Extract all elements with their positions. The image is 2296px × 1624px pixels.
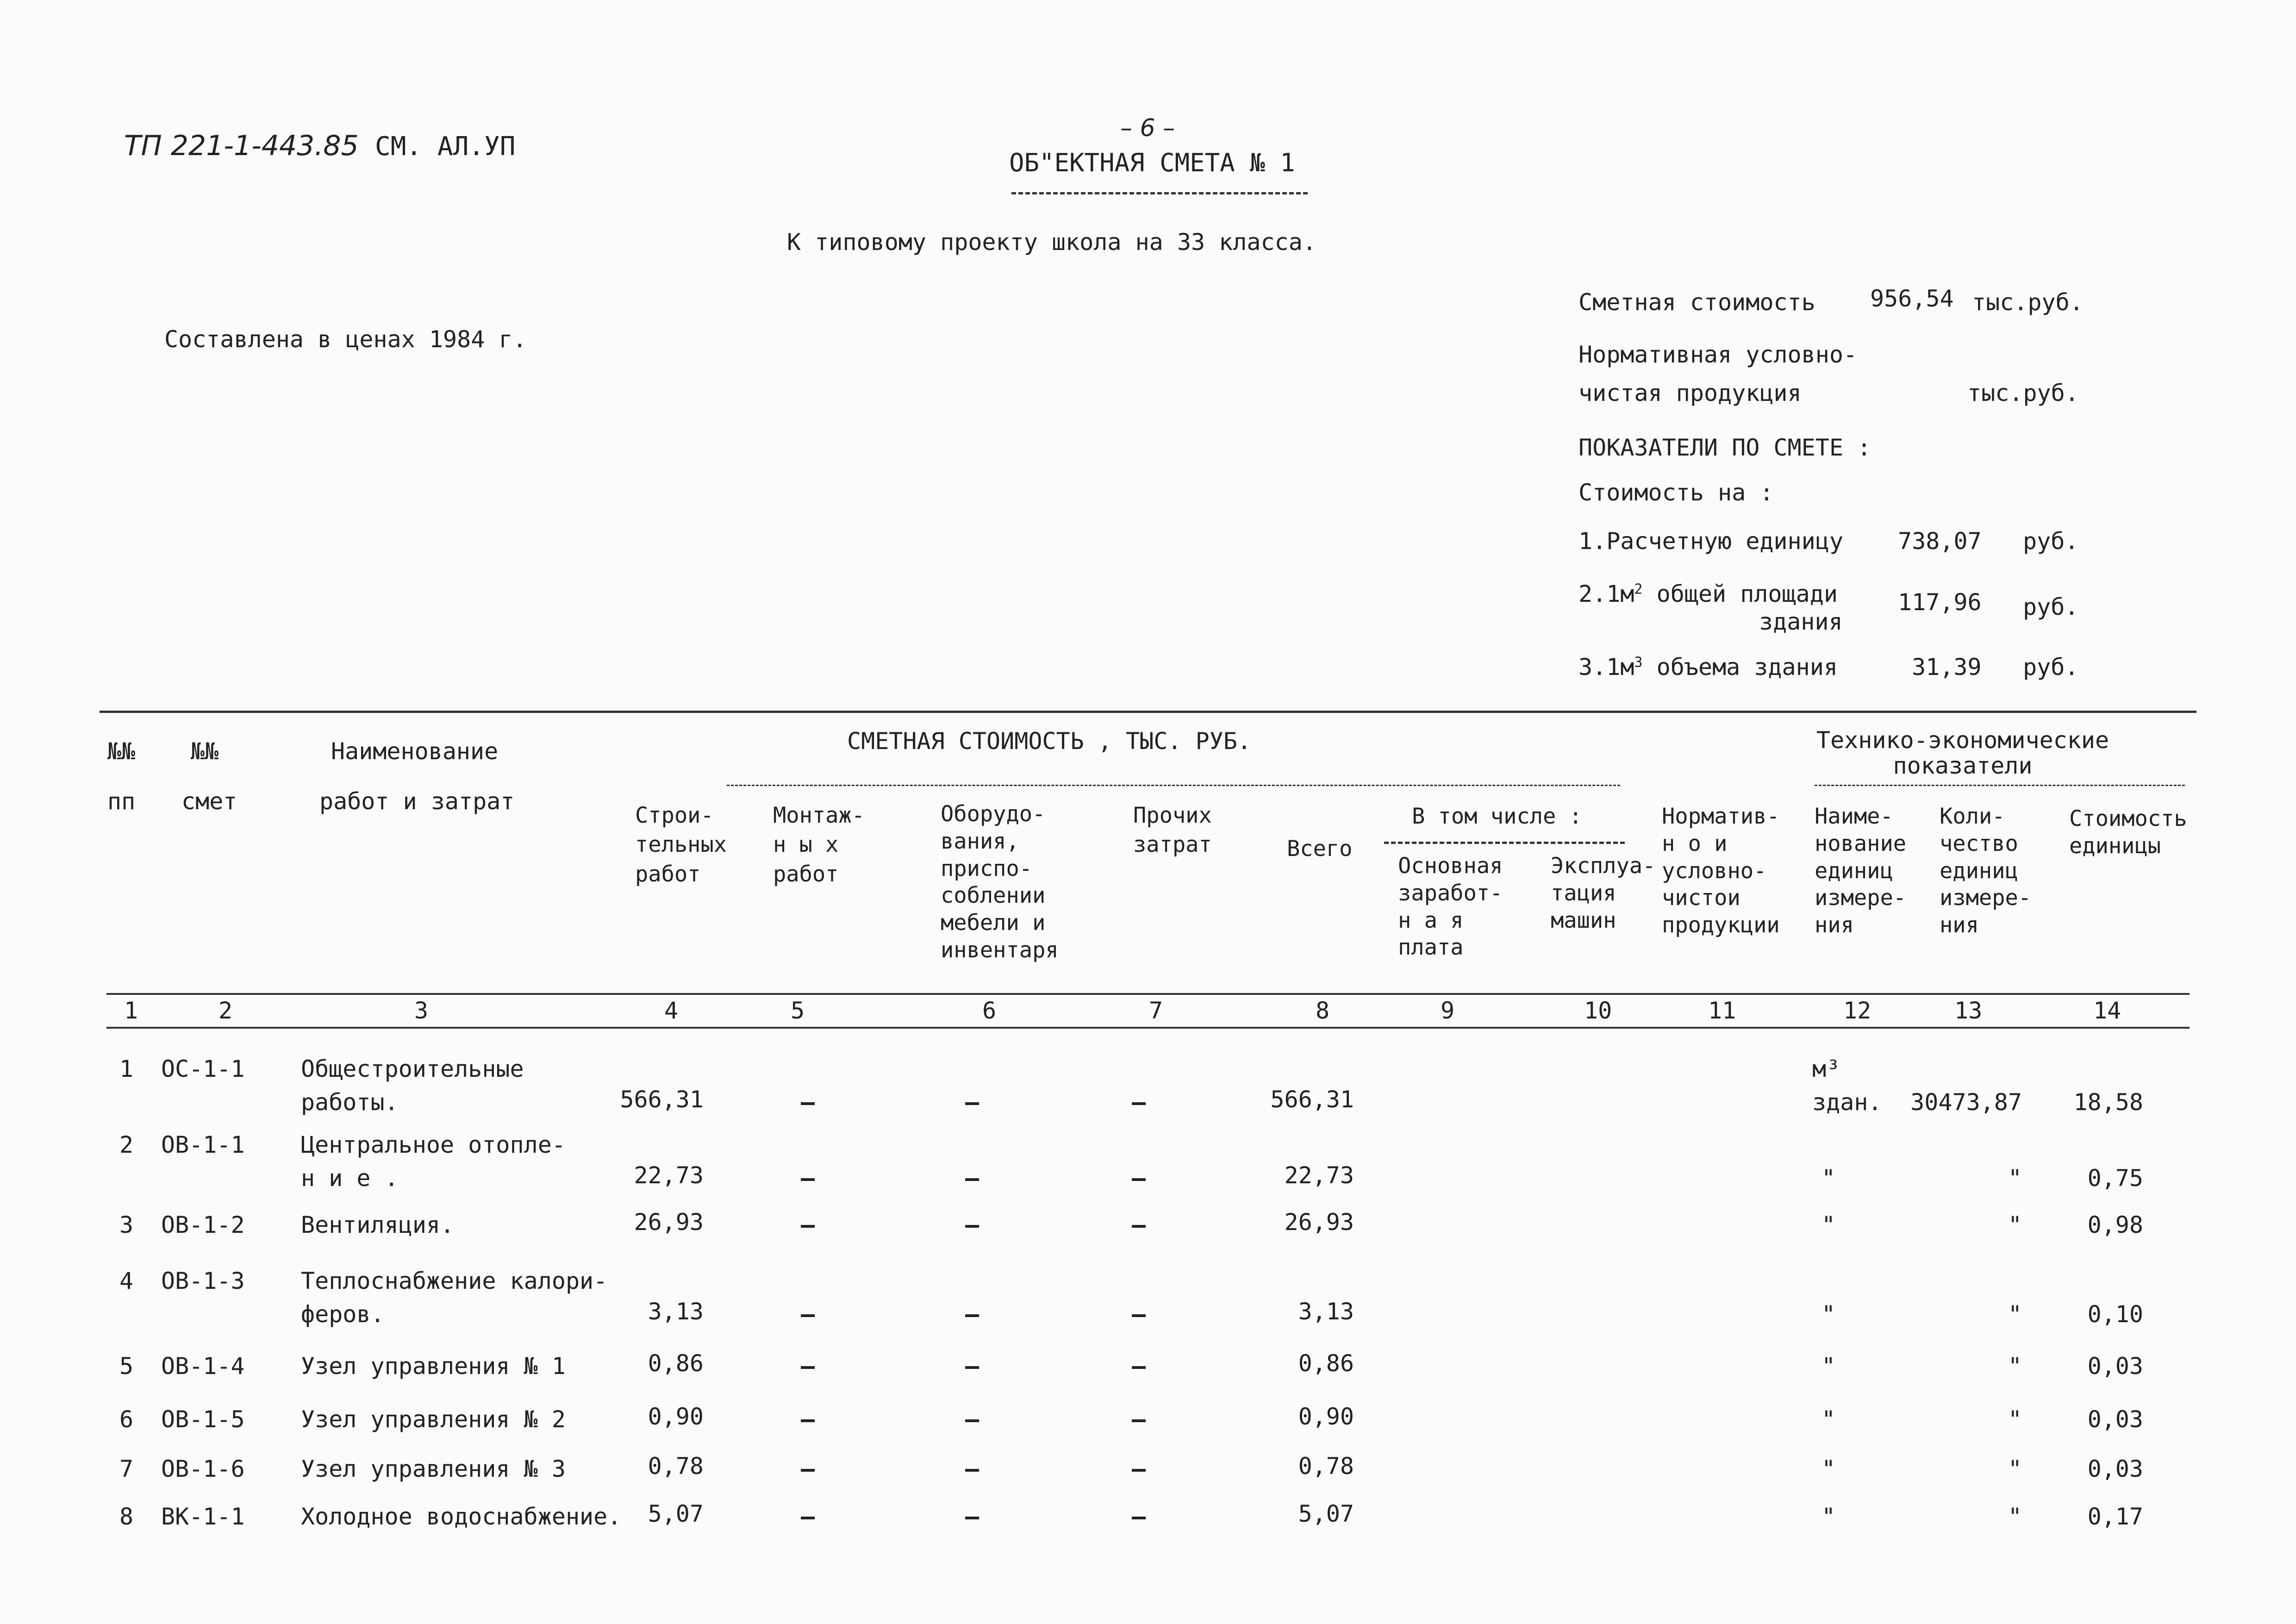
header-unit-name: Наиме- нование единиц измере- ния bbox=[1815, 804, 1907, 938]
unit-name: здан. bbox=[1812, 1089, 1882, 1116]
column-number: 10 bbox=[1584, 997, 1612, 1024]
installation-cost: – bbox=[800, 1212, 815, 1238]
estimated-cost-label: Сметная стоимость bbox=[1578, 289, 1816, 316]
work-name-line2: н и е . bbox=[301, 1165, 399, 1192]
work-name-line1: Холодное водоснабжение. bbox=[301, 1503, 622, 1530]
unit-quantity: " bbox=[2008, 1353, 2022, 1380]
construction-cost: 5,07 bbox=[648, 1500, 704, 1527]
installation-cost: – bbox=[800, 1089, 815, 1116]
estimate-code: ОВ-1-1 bbox=[161, 1131, 245, 1158]
row-number: 3 bbox=[119, 1212, 134, 1238]
indicator-2-unit: руб. bbox=[2023, 593, 2079, 620]
row-number: 6 bbox=[119, 1406, 134, 1433]
construction-cost: 0,90 bbox=[648, 1403, 704, 1430]
column-numbers-rule bbox=[106, 1027, 2190, 1029]
album-reference: СМ. АЛ.УП bbox=[375, 131, 516, 162]
total-cost: 22,73 bbox=[1284, 1162, 1354, 1189]
estimate-code: ОВ-1-4 bbox=[161, 1353, 245, 1380]
header-machines: Эксплуа- тация машин bbox=[1551, 853, 1656, 933]
header-base-wage: Основная заработ- н а я плата bbox=[1398, 853, 1503, 961]
unit-quantity: " bbox=[2008, 1165, 2022, 1192]
equipment-cost: – bbox=[965, 1503, 980, 1530]
estimate-code: ОВ-1-2 bbox=[161, 1212, 245, 1238]
cost-group-rule bbox=[727, 785, 1620, 786]
estimate-code: ОВ-1-5 bbox=[161, 1406, 245, 1433]
equipment-cost: – bbox=[965, 1165, 980, 1192]
column-number: 1 bbox=[124, 997, 138, 1024]
other-cost: – bbox=[1131, 1503, 1146, 1530]
installation-cost: – bbox=[800, 1353, 815, 1380]
indicator-3-value: 31,39 bbox=[1912, 654, 1982, 681]
indicator-3-unit: руб. bbox=[2023, 654, 2079, 681]
construction-cost: 0,78 bbox=[648, 1453, 704, 1480]
normative-label-line2: чистая продукция bbox=[1578, 380, 1802, 406]
equipment-cost: – bbox=[965, 1089, 980, 1116]
unit-cost: 0,10 bbox=[2087, 1301, 2143, 1328]
equipment-cost: – bbox=[965, 1212, 980, 1238]
table-top-rule bbox=[100, 711, 2196, 713]
header-installation: Монтаж- н ы х работ bbox=[773, 803, 865, 887]
header-other: Прочих затрат bbox=[1133, 803, 1212, 858]
document-title: ОБ"ЕКТНАЯ СМЕТА № 1 bbox=[1009, 148, 1295, 177]
header-unit-cost: Стоимость единицы bbox=[2069, 806, 2187, 859]
unit-cost: 0,17 bbox=[2087, 1503, 2143, 1530]
indicator-1-unit: руб. bbox=[2023, 528, 2079, 555]
equipment-cost: – bbox=[965, 1455, 980, 1482]
unit-name: " bbox=[1822, 1455, 1836, 1482]
other-cost: – bbox=[1131, 1455, 1146, 1482]
indicator-2-label-line2: здания bbox=[1759, 608, 1843, 635]
header-name-line1: Наименование bbox=[331, 738, 499, 765]
column-number: 9 bbox=[1441, 997, 1455, 1024]
header-total: Всего bbox=[1287, 836, 1353, 862]
column-number: 7 bbox=[1149, 997, 1163, 1024]
header-tech-group bbox=[1796, 728, 2129, 779]
work-name-line1: Теплоснабжение калори- bbox=[301, 1268, 608, 1294]
total-cost: 0,78 bbox=[1298, 1453, 1354, 1480]
construction-cost: 566,31 bbox=[620, 1086, 704, 1113]
work-name-line1: Вентиляция. bbox=[301, 1212, 455, 1238]
unit-quantity: " bbox=[2008, 1406, 2022, 1433]
document-subtitle: К типовому проекту школа на 33 класса. bbox=[787, 229, 1316, 256]
unit-name: " bbox=[1822, 1353, 1836, 1380]
unit-quantity: " bbox=[2008, 1503, 2022, 1530]
header-cost-group: СМЕТНАЯ СТОИМОСТЬ , ТЫС. РУБ. bbox=[847, 728, 1251, 755]
equipment-cost: – bbox=[965, 1301, 980, 1328]
estimate-code: ОВ-1-3 bbox=[161, 1268, 245, 1294]
construction-cost: 3,13 bbox=[648, 1298, 704, 1325]
column-number: 14 bbox=[2093, 997, 2121, 1024]
column-number: 3 bbox=[414, 997, 429, 1024]
column-number: 13 bbox=[1954, 997, 1983, 1024]
estimate-code: ВК-1-1 bbox=[161, 1503, 245, 1530]
header-equipment: Оборудо- вания, приспо- соблении мебели и инвентаря bbox=[941, 801, 1059, 963]
including-rule bbox=[1384, 842, 1625, 844]
unit-quantity: " bbox=[2008, 1455, 2022, 1482]
equipment-cost: – bbox=[965, 1406, 980, 1433]
total-cost: 5,07 bbox=[1298, 1500, 1354, 1527]
document-code: ТП 221-1-443.85 bbox=[124, 130, 359, 162]
column-number: 5 bbox=[791, 997, 805, 1024]
header-tech-group-line1: Технико-экономические bbox=[1816, 727, 2109, 754]
work-name-line2: феров. bbox=[301, 1301, 385, 1328]
row-number: 1 bbox=[119, 1056, 134, 1082]
total-cost: 0,90 bbox=[1298, 1403, 1354, 1430]
header-including: В том числе : bbox=[1412, 804, 1582, 829]
estimate-code: ОВ-1-6 bbox=[161, 1455, 245, 1482]
column-number: 2 bbox=[218, 997, 233, 1024]
unit-cost: 0,75 bbox=[2087, 1165, 2143, 1192]
indicators-label: ПОКАЗАТЕЛИ ПО СМЕТЕ : bbox=[1578, 434, 1872, 461]
column-number: 11 bbox=[1708, 997, 1736, 1024]
construction-cost: 26,93 bbox=[634, 1209, 704, 1236]
work-name-line1: Центральное отопле- bbox=[301, 1131, 566, 1158]
row-number: 2 bbox=[119, 1131, 134, 1158]
other-cost: – bbox=[1131, 1301, 1146, 1328]
title-underline bbox=[1011, 192, 1308, 194]
header-row-number-line1: №№ bbox=[107, 738, 136, 765]
header-unit-quantity: Коли- чество единиц измере- ния bbox=[1940, 804, 2032, 938]
other-cost: – bbox=[1131, 1353, 1146, 1380]
indicator-3-label: $3.1м^3$ объема здания bbox=[1578, 654, 1838, 681]
work-name-line1: Общестроительные bbox=[301, 1056, 524, 1082]
installation-cost: – bbox=[800, 1406, 815, 1433]
indicator-1-value: 738,07 bbox=[1898, 528, 1982, 555]
header-tech-group-line2: показатели bbox=[1893, 752, 2033, 779]
installation-cost: – bbox=[800, 1455, 815, 1482]
header-estimate-number-line2: смет bbox=[181, 788, 237, 815]
total-cost: 3,13 bbox=[1298, 1298, 1354, 1325]
equipment-cost: – bbox=[965, 1353, 980, 1380]
other-cost: – bbox=[1131, 1165, 1146, 1192]
work-name-line1: Узел управления № 3 bbox=[301, 1455, 566, 1482]
unit-cost: 0,03 bbox=[2087, 1455, 2143, 1482]
header-normative: Норматив- н о и условно- чистои продукции bbox=[1662, 804, 1780, 938]
estimated-cost-value: 956,54 bbox=[1870, 285, 1954, 312]
total-cost: 26,93 bbox=[1284, 1209, 1354, 1236]
construction-cost: 22,73 bbox=[634, 1162, 704, 1189]
unit-quantity: " bbox=[2008, 1301, 2022, 1328]
normative-label-line1: Нормативная условно- bbox=[1578, 341, 1858, 368]
installation-cost: – bbox=[800, 1503, 815, 1530]
work-name-line2: работы. bbox=[301, 1089, 399, 1116]
estimate-code: ОС-1-1 bbox=[161, 1056, 245, 1082]
column-number: 6 bbox=[982, 997, 997, 1024]
row-number: 7 bbox=[119, 1455, 134, 1482]
unit-name: " bbox=[1822, 1503, 1836, 1530]
header-construction: Строи- тельных работ bbox=[635, 803, 727, 887]
column-number: 8 bbox=[1316, 997, 1330, 1024]
header-name-line2: работ и затрат bbox=[319, 788, 515, 815]
unit-name: " bbox=[1822, 1406, 1836, 1433]
indicator-2-label: $2.1м^2$ общей площади bbox=[1578, 581, 1838, 607]
row-number: 8 bbox=[119, 1503, 134, 1530]
tech-group-rule bbox=[1815, 785, 2185, 786]
installation-cost: – bbox=[800, 1165, 815, 1192]
normative-unit: тыс.руб. bbox=[1967, 380, 2079, 406]
unit-cost: 18,58 bbox=[2073, 1089, 2143, 1116]
total-cost: 566,31 bbox=[1270, 1086, 1354, 1113]
indicator-1-label: 1.Расчетную единицу bbox=[1578, 528, 1843, 555]
row-number: 5 bbox=[119, 1353, 134, 1380]
unit-cost: 0,98 bbox=[2087, 1212, 2143, 1238]
unit-name: " bbox=[1822, 1165, 1836, 1192]
other-cost: – bbox=[1131, 1089, 1146, 1116]
prices-note: Составлена в ценах 1984 г. bbox=[164, 326, 527, 353]
installation-cost: – bbox=[800, 1301, 815, 1328]
other-cost: – bbox=[1131, 1212, 1146, 1238]
header-bottom-rule bbox=[106, 993, 2190, 995]
unit-name: " bbox=[1822, 1212, 1836, 1238]
header-row-number-line2: пп bbox=[107, 788, 136, 815]
cost-per-label: Стоимость на : bbox=[1578, 479, 1774, 506]
other-cost: – bbox=[1131, 1406, 1146, 1433]
unit-quantity: 30473,87 bbox=[1910, 1089, 2022, 1116]
total-cost: 0,86 bbox=[1298, 1350, 1354, 1377]
page-number: – 6 – bbox=[1120, 114, 1175, 142]
row-number: 4 bbox=[119, 1268, 134, 1294]
unit-quantity: " bbox=[2008, 1212, 2022, 1238]
header-estimate-number-line1: №№ bbox=[191, 738, 219, 765]
column-number: 4 bbox=[664, 997, 679, 1024]
unit-name-superscript: м³ bbox=[1812, 1056, 1841, 1082]
indicator-2-value: 117,96 bbox=[1898, 589, 1982, 616]
construction-cost: 0,86 bbox=[648, 1350, 704, 1377]
unit-name: " bbox=[1822, 1301, 1836, 1328]
work-name-line1: Узел управления № 2 bbox=[301, 1406, 566, 1433]
unit-cost: 0,03 bbox=[2087, 1406, 2143, 1433]
work-name-line1: Узел управления № 1 bbox=[301, 1353, 566, 1380]
column-number: 12 bbox=[1843, 997, 1872, 1024]
estimated-cost-unit: тыс.руб. bbox=[1972, 289, 2084, 316]
unit-cost: 0,03 bbox=[2087, 1353, 2143, 1380]
